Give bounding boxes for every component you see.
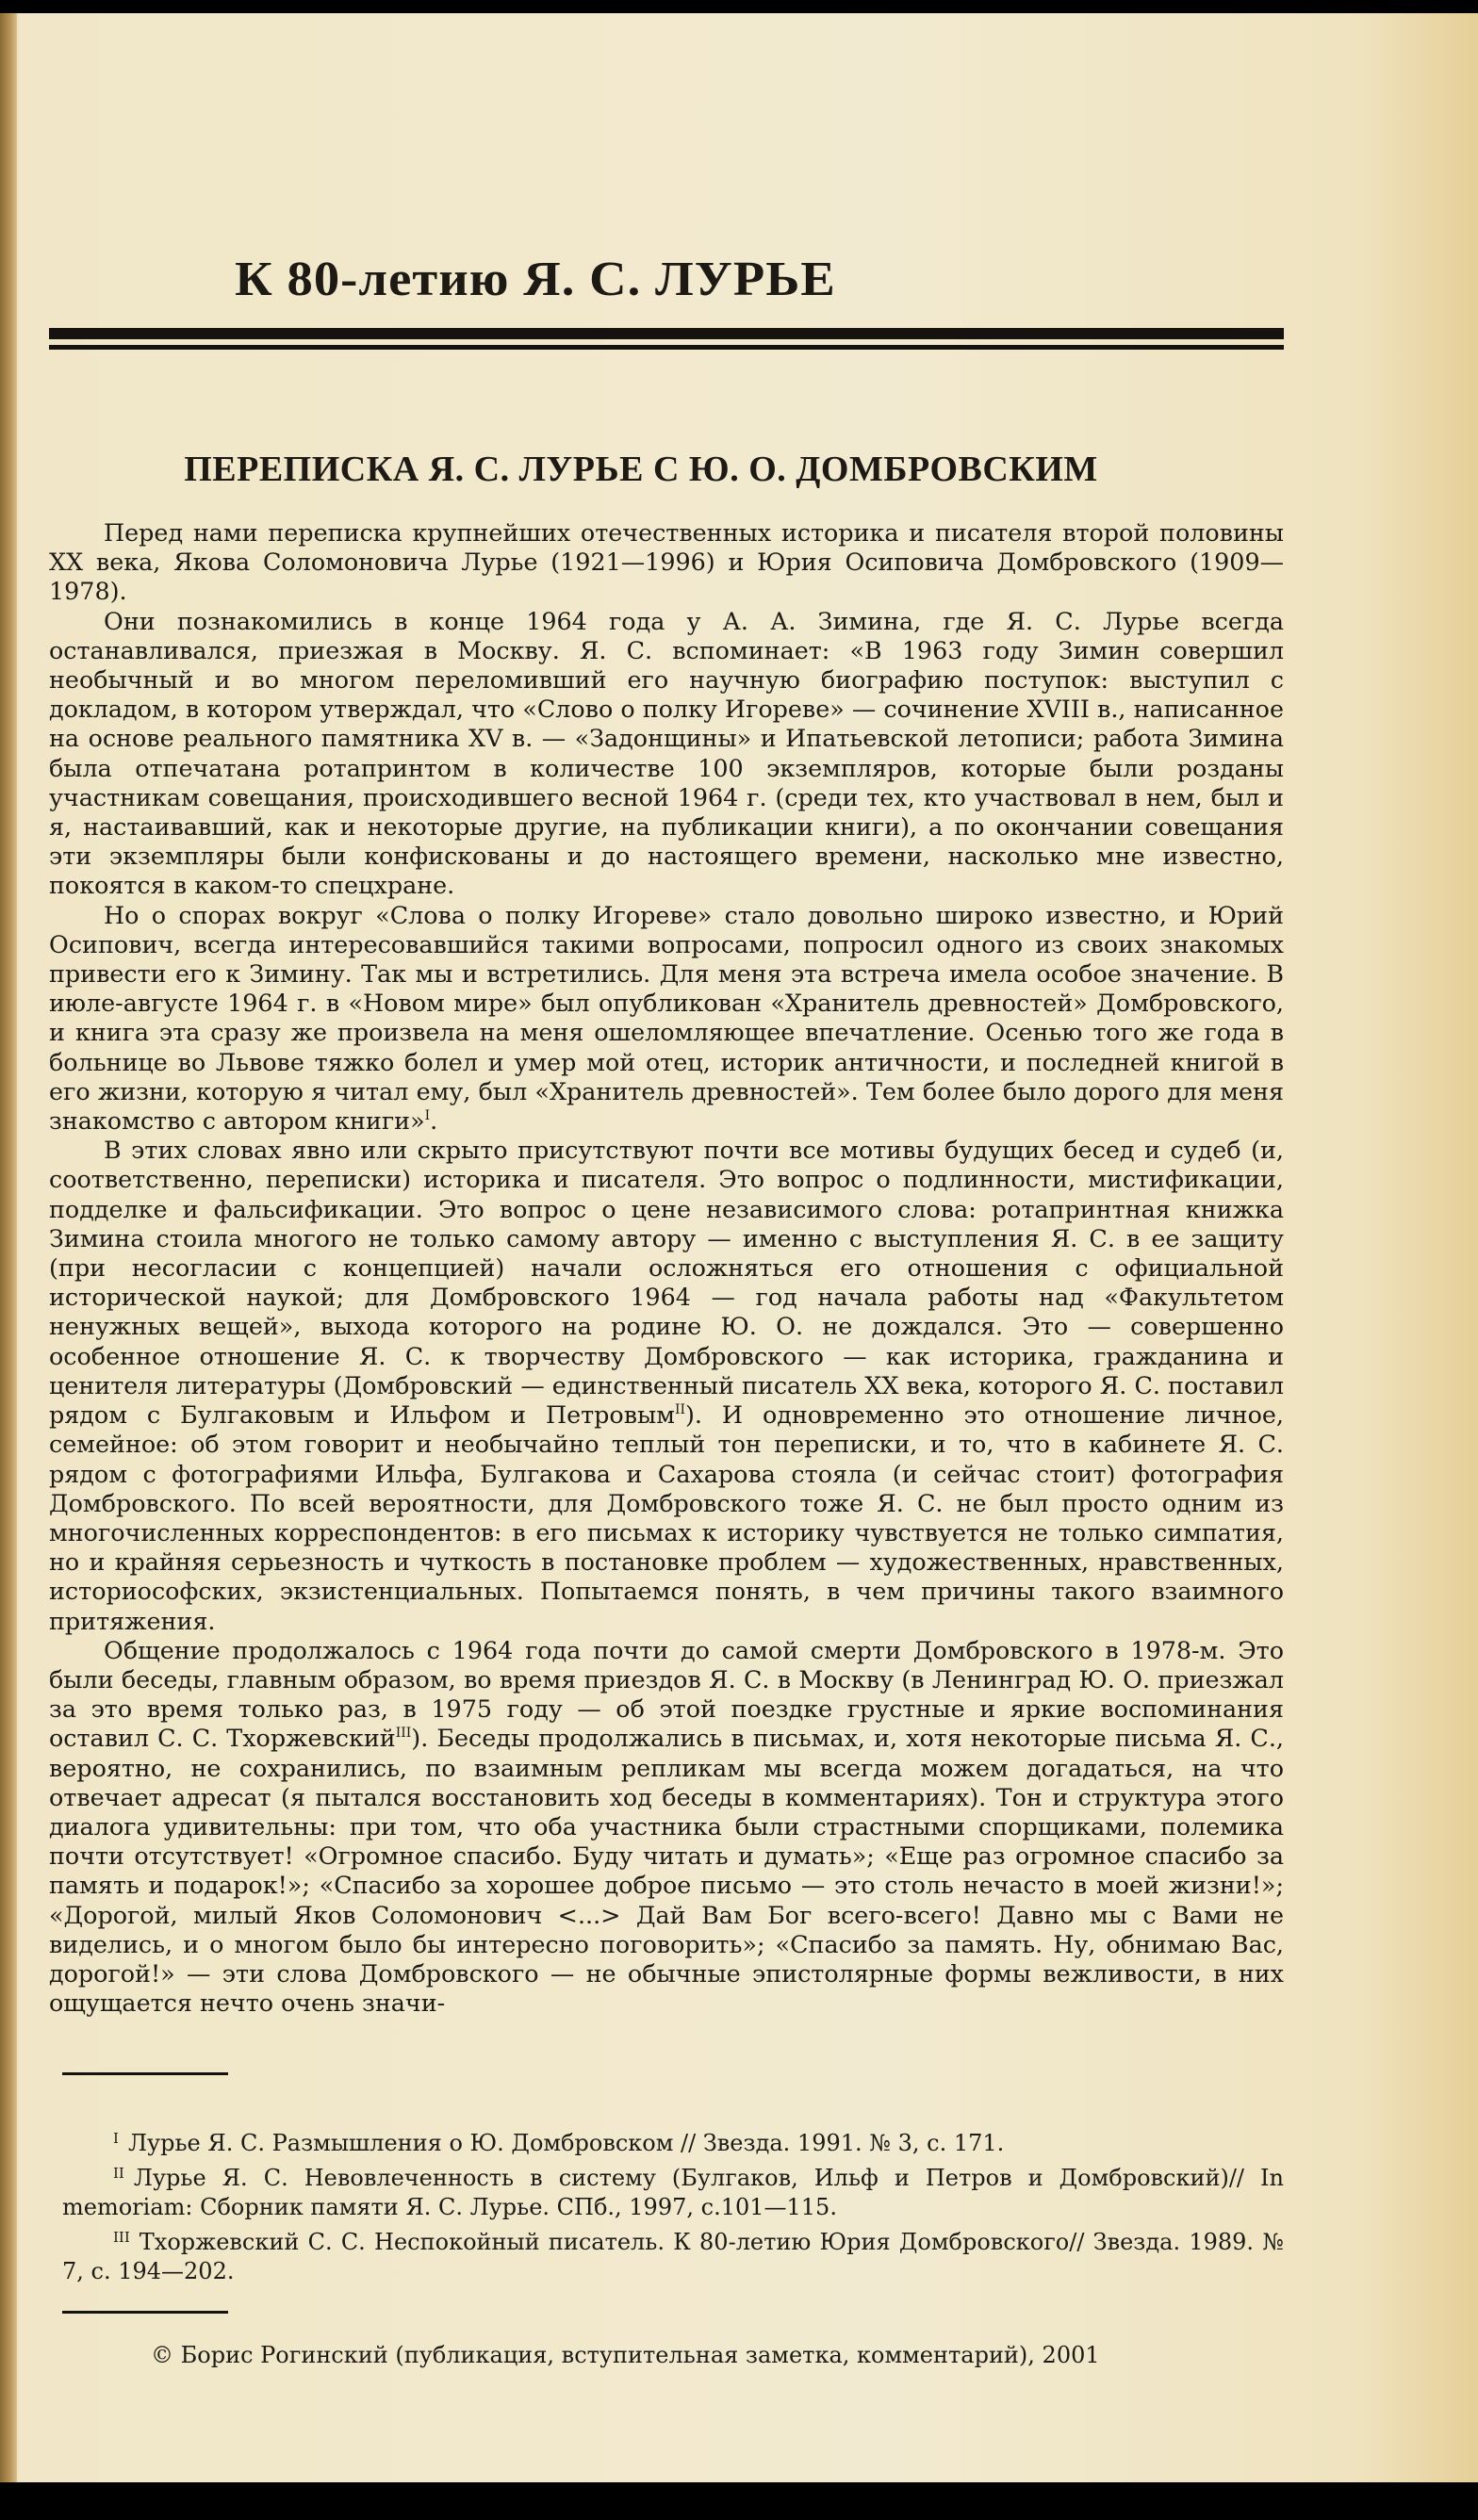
rubric-heading: К 80-летию Я. С. ЛУРЬЕ bbox=[235, 253, 836, 306]
footnote-mark: III bbox=[113, 2228, 130, 2246]
footnote bbox=[62, 2223, 1284, 2287]
footnote-text: Лурье Я. С. Размышления о Ю. Домбровском // Звезда. 1991. № 3, с. 171. bbox=[127, 2130, 1005, 2156]
paragraph bbox=[49, 607, 1284, 901]
section-title: ПЕРЕПИСКА Я. С. ЛУРЬЕ С Ю. О. ДОМБРОВСКИМ bbox=[184, 450, 1098, 489]
footnote-mark: II bbox=[113, 2164, 124, 2182]
paragraph bbox=[49, 901, 1284, 1137]
paragraph-tail: ). И одновременно это отношение личное, семейное: об этом говорит и необычайно теплый тон переписки, и то, что в кабинете Я. С. рядом с фотографиями Ильфа, Булгакова и Сахарова стояла (и сейчас стоит) фотография Домбровского. По всей вероятности, для Домбровского тоже Я. С. не был просто одним из многочисленных корреспондентов: в его письмах к историку чувствуется не только симпатия, но и крайняя серьезность и чуткость в постановке проблем — художественных, нравственных, историософских, экзистенциальных. Попытаемся понять, в чем причины такого взаимного притяжения. bbox=[49, 1400, 1284, 1635]
paragraph-tail: . bbox=[430, 1106, 438, 1136]
book-spine-shadow bbox=[0, 13, 17, 2482]
footnote-text: Тхоржевский С. С. Неспокойный писатель. К 80-летию Юрия Домбровского// Звезда. 1989. № 7, с. 194—202. bbox=[62, 2228, 1284, 2285]
article-body bbox=[49, 518, 1284, 2018]
paragraph-tail: ). Беседы продолжались в письмах, и, хотя некоторые письма Я. С., вероятно, не сохранились, по взаимным репликам мы всегда можем догадаться, на что отвечает адресат (я пытался восстановить ход беседы в комментариях). Тон и структура этого диалога удивительны: при том, что оба участника были страстными спорщиками, полемика почти отсутствует! «Огромное спасибо. Буду читать и думать»; «Еще раз огромное спасибо за память и подарок!»; «Спасибо за хорошее доброе письмо — это столь нечасто в моей жизни!»; «Дорогой, милый Яков Соломонович <...> Дай Вам Бог всего-всего! Давно мы с Вами не виделись, и о многом было бы интересно поговорить»; «Спасибо за память. Ну, обнимаю Вас, дорогой!» — эти слова Домбровского — не обычные эпистолярные формы вежливости, в них ощущается нечто очень значи- bbox=[49, 1724, 1284, 2018]
paragraph-text: Но о спорах вокруг «Слова о полку Игореве» стало довольно широко известно, и Юрий Осипович, всегда интересовавшийся такими вопросами, попросил одного из своих знакомых привести его к Зимину. Так мы и встретились. Для меня эта встреча имела особое значение. В июле-августе 1964 г. в «Новом мире» был опубликован «Хранитель древностей» Домбровского, и книга эта сразу же произвела на меня ошеломляющее впечатление. Осенью того же года в больнице во Львове тяжко болел и умер мой отец, историк античности, и последней книгой в его жизни, которую я читал ему, был «Хранитель древностей». Тем более было дорого для меня знакомство с автором книги» bbox=[49, 900, 1284, 1136]
copyright-separator bbox=[62, 2311, 228, 2314]
heading-rule-thin bbox=[49, 345, 1284, 350]
footnote-text: Лурье Я. С. Невовлеченность в систему (Булгаков, Ильф и Петров и Домбровский)// In memoriam: Сборник памяти Я. С. Лурье. СПб., 1997, с.101—115. bbox=[62, 2164, 1284, 2221]
paragraph-text: В этих словах явно или скрыто присутствуют почти все мотивы будущих бесед и судеб (и, соответственно, переписки) историка и писателя. Это вопрос о подлинности, мистификации, подделке и фальсификации. Это вопрос о цене независимого слова: ротапринтная книжка Зимина стоила многого не только самому автору — именно с выступления Я. С. в ее защиту (при несогласии с концепцией) начали осложняться его отношения с официальной исторической наукой; для Домбровского 1964 — год начала работы над «Факультетом ненужных вещей», выхода которого на родине Ю. О. не дождался. Это — совершенно особенное отношение Я. С. к творчеству Домбровского — как историка, гражданина и ценителя литературы (Домбровский — единственный писатель XX века, которого Я. С. поставил рядом с Булгаковым и Ильфом и Петровым bbox=[49, 1136, 1284, 1430]
footnote-ref[interactable]: I bbox=[424, 1108, 431, 1124]
paragraph-text: Перед нами переписка крупнейших отечественных историка и писателя второй половины XX века, Якова Соломоновича Лурье (1921—1996) и Юрия Осиповича Домбровского (1909—1978). bbox=[49, 518, 1284, 606]
footnote bbox=[62, 2159, 1284, 2223]
footnotes bbox=[62, 2124, 1284, 2287]
footnote-ref[interactable]: II bbox=[674, 1402, 686, 1418]
footnote-separator bbox=[62, 2072, 228, 2075]
heading-rule-thick bbox=[49, 328, 1284, 339]
paragraph bbox=[49, 1636, 1284, 2019]
footnote-ref[interactable]: III bbox=[395, 1726, 412, 1742]
paragraph-text: Общение продолжалось с 1964 года почти до самой смерти Домбровского в 1978-м. Это были беседы, главным образом, во время приездов Я. С. в Москву (в Ленинград Ю. О. приезжал за это время только раз, в 1975 году — об этой поездке грустные и яркие воспоминания оставил С. С. Тхоржевский bbox=[49, 1635, 1284, 1753]
paragraph-text: Они познакомились в конце 1964 года у А. А. Зимина, где Я. С. Лурье всегда останавливался, приезжая в Москву. Я. С. вспоминает: «В 1963 году Зимин совершил необычный и во многом переломивший его научную биографию поступок: выступил с докладом, в котором утверждал, что «Слово о полку Игореве» — сочинение XVIII в., написанное на основе реального памятника XV в. — «Задонщины» и Ипатьевской летописи; работа Зимина была отпечатана ротапринтом в количестве 100 экземпляров, которые были розданы участникам совещания, происходившего весной 1964 г. (среди тех, кто участвовал в нем, был и я, настаивавший, как и некоторые другие, на публикации книги), а по окончании совещания эти экземпляры были конфискованы и до настоящего времени, насколько мне известно, покоятся в каком-то спецхране. bbox=[49, 606, 1284, 900]
paragraph bbox=[49, 518, 1284, 607]
copyright-line: © Борис Рогинский (публикация, вступительная заметка, комментарий), 2001 bbox=[151, 2342, 1100, 2368]
footnote-mark: I bbox=[113, 2130, 119, 2147]
book-page bbox=[0, 13, 1478, 2482]
footnote bbox=[62, 2124, 1284, 2159]
paragraph bbox=[49, 1136, 1284, 1635]
